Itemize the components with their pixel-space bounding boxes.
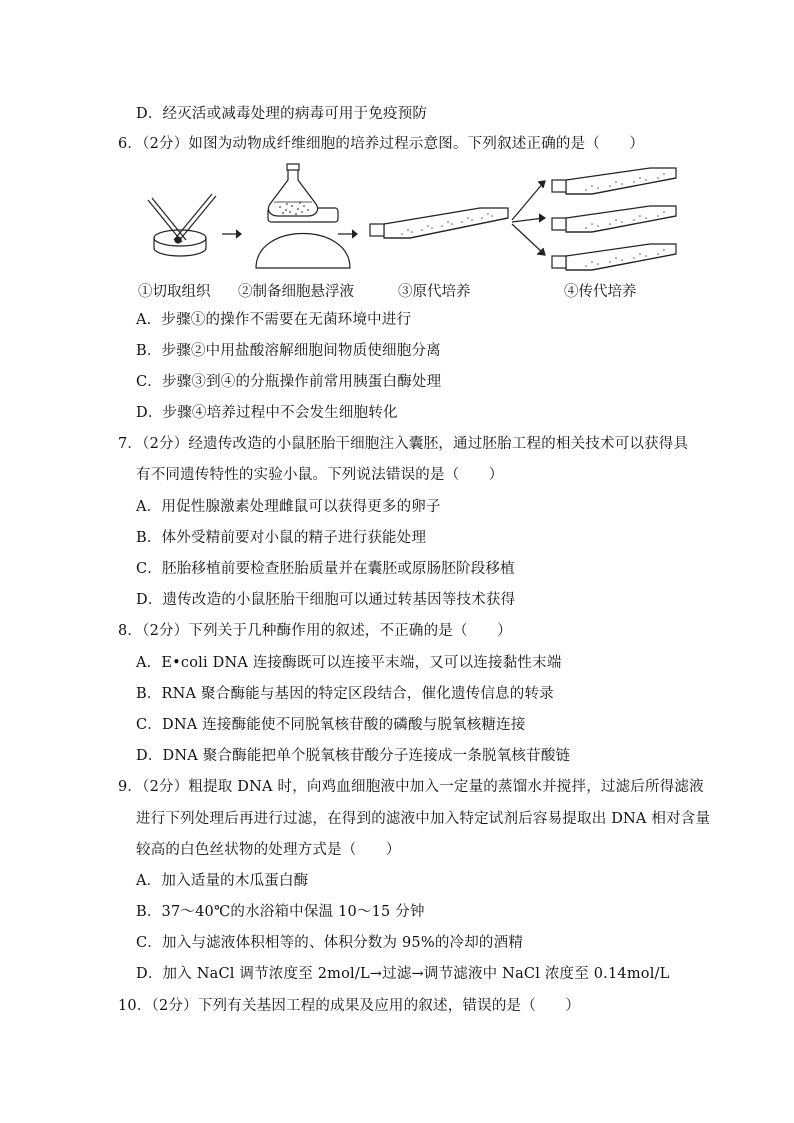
q7-option-a: A．用促性腺激素处理雌鼠可以获得更多的卵子 <box>136 499 441 515</box>
q9-stem-cont-2: 较高的白色丝状物的处理方式是（ ） <box>136 842 401 858</box>
q6-option-b: B．步骤②中用盐酸溶解细胞间物质使细胞分离 <box>136 343 441 359</box>
q7-stem: 7．（2分）经遗传改造的小鼠胚胎干细胞注入囊胚，通过胚胎工程的相关技术可以获得具 <box>118 436 689 452</box>
figure-caption-4: ④传代培养 <box>564 284 637 300</box>
q8-option-d: D．DNA 聚合酶能把单个脱氧核苷酸分子连接成一条脱氧核苷酸链 <box>136 748 571 764</box>
q6-option-c: C．步骤③到④的分瓶操作前常用胰蛋白酶处理 <box>136 374 442 390</box>
q9-option-b: B．37～40℃的水浴箱中保温 10～15 分钟 <box>136 904 425 920</box>
q5-option-d: D．经灭活或减毒处理的病毒可用于免疫预防 <box>136 106 428 122</box>
q9-option-c: C．加入与滤液体积相等的、体积分数为 95%的冷却的酒精 <box>136 935 524 951</box>
figure-caption-2: ②制备细胞悬浮液 <box>238 284 354 300</box>
figure-caption-1: ①切取组织 <box>138 284 211 300</box>
q7-option-c: C．胚胎移植前要检查胚胎质量并在囊胚或原肠胚阶段移植 <box>136 561 515 577</box>
q10-stem: 10．（2分）下列有关基因工程的成果及应用的叙述，错误的是（ ） <box>118 998 581 1014</box>
culture-process-figure <box>140 160 680 300</box>
q9-stem: 9．（2分）粗提取 DNA 时，向鸡血细胞液中加入一定量的蒸馏水并搅拌，过滤后所得滤液 <box>118 779 704 795</box>
cut-tissue-illustration <box>148 194 216 256</box>
q9-stem-cont-1: 进行下列处理后再进行过滤，在得到的滤液中加入特定试剂后容易提取出 DNA 相对含量 <box>136 811 711 827</box>
q8-option-c: C．DNA 连接酶能使不同脱氧核苷酸的磷酸与脱氧核糖连接 <box>136 717 526 733</box>
q7-stem-cont: 有不同遗传特性的实验小鼠。下列说法错误的是（ ） <box>136 467 504 483</box>
q6-stem: 6．（2分）如图为动物成纤维细胞的培养过程示意图。下列叙述正确的是（ ） <box>118 136 645 152</box>
cell-suspension-illustration <box>256 164 350 268</box>
q9-option-a: A．加入适量的木瓜蛋白酶 <box>136 873 309 889</box>
q6-option-d: D．步骤④培养过程中不会发生细胞转化 <box>136 405 398 421</box>
q9-option-d: D．加入 NaCl 调节浓度至 2mol/L→过滤→调节滤液中 NaCl 浓度至 0.14mol/L <box>136 966 670 982</box>
q8-option-a: A．E•coli DNA 连接酶既可以连接平末端，又可以连接黏性末端 <box>136 655 562 671</box>
q8-stem: 8．（2分）下列关于几种酶作用的叙述，不正确的是（ ） <box>118 623 512 639</box>
q7-option-b: B．体外受精前要对小鼠的精子进行获能处理 <box>136 530 427 546</box>
primary-culture-illustration <box>370 208 508 238</box>
q7-option-d: D．遗传改造的小鼠胚胎干细胞可以通过转基因等技术获得 <box>136 592 516 608</box>
q6-option-a: A．步骤①的操作不需要在无菌环境中进行 <box>136 312 412 328</box>
figure-caption-3: ③原代培养 <box>398 284 471 300</box>
subculture-illustration <box>552 168 676 270</box>
q8-option-b: B．RNA 聚合酶能与基因的特定区段结合，催化遗传信息的转录 <box>136 686 554 702</box>
